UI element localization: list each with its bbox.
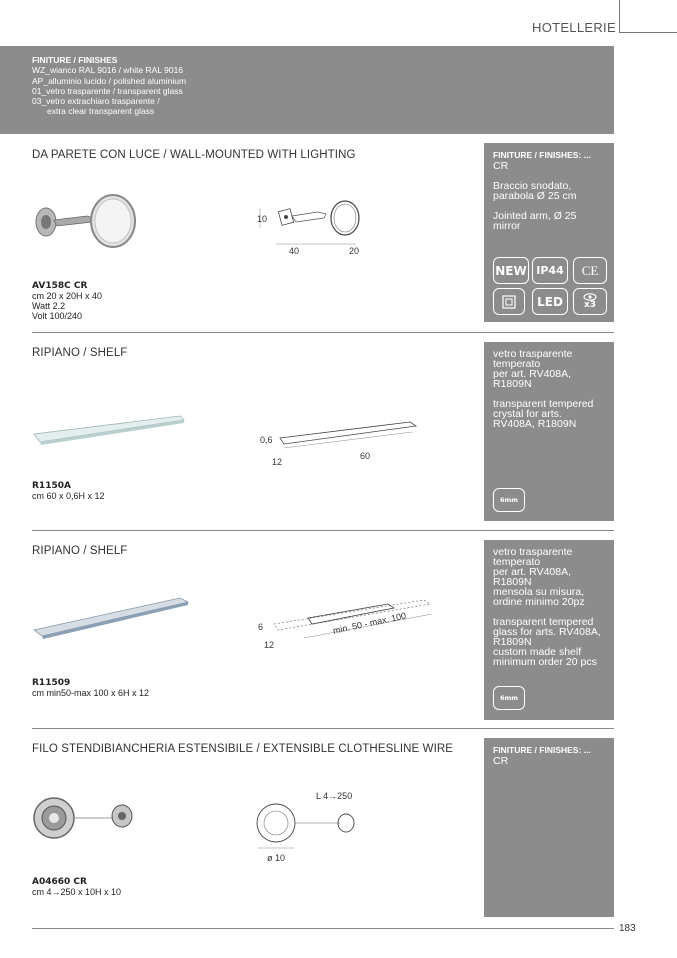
product-code: AV158C CR bbox=[32, 281, 88, 291]
new-badge: NEW bbox=[493, 257, 529, 284]
dim-label: 60 bbox=[360, 451, 371, 461]
dim-label: 10 bbox=[257, 214, 268, 224]
material-text: vetro trasparente temperato per art. RV408A, R1809N transparent tempered crystal for arts. RV408A, R1809N bbox=[493, 348, 594, 430]
magnification-badge bbox=[573, 288, 607, 315]
double-insulation-icon bbox=[493, 288, 525, 315]
thickness-badge: 6mm bbox=[493, 686, 525, 710]
dim-label: 12 bbox=[264, 640, 275, 650]
spec-line: cm 60 x 0,6H x 12 bbox=[32, 491, 105, 501]
dim-label: 20 bbox=[349, 246, 360, 256]
custom-shelf-technical-drawing bbox=[264, 590, 436, 648]
section-title: RIPIANO / SHELF bbox=[32, 545, 128, 557]
page-number: 183 bbox=[619, 923, 636, 934]
thickness-badge: 6mm bbox=[493, 488, 525, 512]
product-code: A04660 CR bbox=[32, 877, 87, 887]
finish-line: extra clear transparent glass bbox=[47, 106, 155, 117]
finishes-panel bbox=[484, 143, 614, 322]
section-title: DA PARETE CON LUCE / WALL-MOUNTED WITH LIGHTING bbox=[32, 149, 356, 161]
spec-line: cm min50-max 100 x 6H x 12 bbox=[32, 688, 150, 698]
spec-line: Watt 2.2 bbox=[32, 301, 66, 311]
section-divider bbox=[32, 332, 614, 333]
dim-label: L 4→250 bbox=[316, 791, 353, 801]
dim-label: 12 bbox=[272, 457, 283, 467]
led-badge: LED bbox=[532, 288, 568, 315]
custom-shelf-photo bbox=[32, 592, 192, 642]
section-title: RIPIANO / SHELF bbox=[32, 347, 128, 359]
ce-mark-badge: CE bbox=[573, 257, 607, 284]
finish-line: 03_vetro extrachiaro trasparente / bbox=[32, 96, 160, 107]
finish-line: 01_vetro trasparente / transparent glass bbox=[32, 85, 183, 96]
footer-divider bbox=[32, 928, 614, 929]
clothesline-technical-drawing bbox=[254, 796, 364, 856]
product-code: R11509 bbox=[32, 678, 71, 688]
finishes-header: FINITURE / FINISHES: ... bbox=[493, 150, 591, 160]
dim-label: 6 bbox=[258, 622, 264, 632]
finish-line: AP_alluminio lucido / polished aluminium bbox=[32, 75, 187, 86]
tab-divider bbox=[619, 0, 620, 32]
section-divider bbox=[32, 728, 614, 729]
product-specs bbox=[32, 280, 102, 321]
tab-divider bbox=[619, 32, 677, 33]
glass-shelf-technical-drawing bbox=[272, 414, 422, 454]
clothesline-photo bbox=[32, 796, 142, 840]
finishes-title: FINITURE / FINISHES bbox=[32, 55, 118, 65]
finish-line: WZ_wianco RAL 9016 / white RAL 9016 bbox=[32, 65, 184, 76]
dim-label: ø 10 bbox=[267, 853, 286, 863]
ip44-badge: IP44 bbox=[532, 257, 568, 284]
category-title: HOTELLERIE bbox=[532, 20, 616, 35]
magnification-label: x3 bbox=[583, 300, 597, 310]
section-divider bbox=[32, 530, 614, 531]
finishes-text: CR bbox=[493, 755, 509, 767]
spec-line: Volt 100/240 bbox=[32, 311, 83, 321]
finishes-text: CR Braccio snodato, parabola Ø 25 cm Jointed arm, Ø 25 mirror bbox=[493, 160, 577, 232]
finishes-panel bbox=[484, 738, 614, 917]
product-specs bbox=[32, 480, 105, 501]
dim-label: 40 bbox=[289, 246, 300, 256]
dim-label: 0,6 bbox=[260, 435, 273, 445]
product-specs bbox=[32, 677, 149, 698]
spec-line: cm 20 x 20H x 40 bbox=[32, 291, 103, 301]
section-title: FILO STENDIBIANCHERIA ESTENSIBILE / EXTENSIBLE CLOTHESLINE WIRE bbox=[32, 743, 454, 755]
finishes-banner bbox=[0, 46, 614, 134]
spec-line: cm 4→250 x 10H x 10 bbox=[32, 887, 122, 897]
dim-label: min. 50 - max. 100 bbox=[332, 610, 407, 636]
material-panel bbox=[484, 540, 614, 720]
product-specs bbox=[32, 876, 121, 897]
material-text: vetro trasparente temperato per art. RV408A, R1809N mensola su misura, ordine minimo 20pz transparent tempered glass for arts. RV408A, R1809N custom made shelf minimum order 20 pcs bbox=[493, 546, 601, 668]
finishes-header: FINITURE / FINISHES: ... bbox=[493, 745, 591, 755]
material-panel bbox=[484, 342, 614, 521]
mirror-photo bbox=[32, 194, 137, 254]
glass-shelf-photo bbox=[32, 410, 187, 450]
product-code: R1150A bbox=[32, 481, 71, 491]
